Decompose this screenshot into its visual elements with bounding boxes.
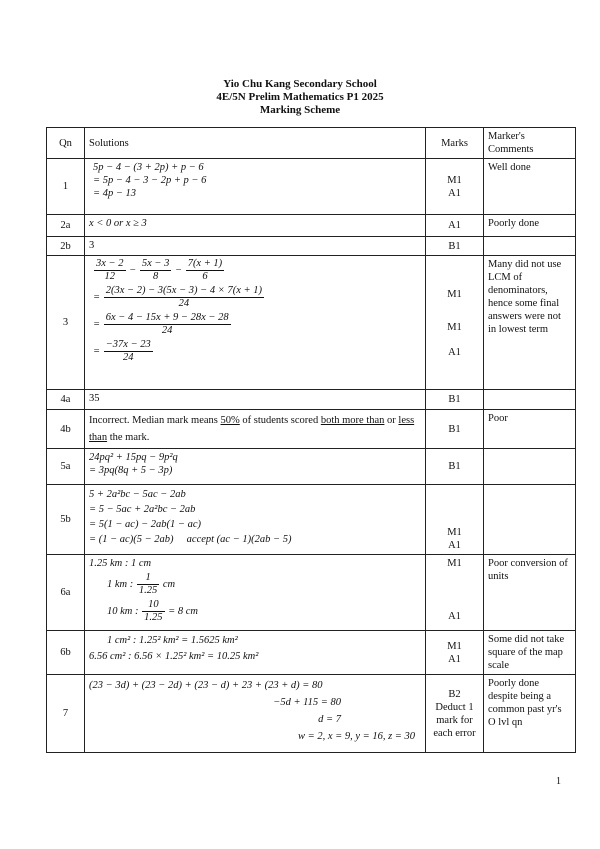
marking-scheme-table [46, 127, 576, 753]
document-title: Marking Scheme [259, 104, 341, 116]
solution-line: = 5 − 5ac + 2a²bc − 2ab [89, 504, 196, 515]
solution-cell: Incorrect. Median mark means 50% of students scored both more than or less than the mark. [85, 410, 426, 449]
fraction: $\frac{7(x + 1)}{6}$ [187, 258, 223, 282]
qn-cell: 2a [47, 215, 85, 237]
solution-line: w = 2, x = 9, y = 16, z = 30 [297, 731, 415, 742]
solution-line: 5p − 4 − (3 + 2p) + p − 6 [93, 162, 204, 173]
mark: M1 [447, 289, 462, 300]
table-row [47, 390, 576, 410]
solution-line: x < 0 or x ≥ 3 [89, 218, 147, 229]
table-row [47, 555, 576, 631]
solution-line: = 5(1 − ac) − 2ab(1 − ac) [89, 519, 202, 530]
fraction: $\frac{2(3x - 2) - 3(5x - 3) - 4 \times 7(x + 1)}{24}$ [105, 285, 262, 309]
marks-cell [426, 485, 484, 555]
table-row [47, 631, 576, 675]
fraction: $\frac{1}{1.25}$ [138, 572, 158, 596]
marks-cell [426, 159, 484, 215]
solution-cell [85, 485, 426, 555]
mark: M1 [447, 322, 462, 333]
marks-cell [426, 449, 484, 485]
accept-note: accept (ac − 1)(2ab − 5) [186, 534, 292, 545]
qn-cell: 5b [47, 485, 85, 555]
qn-cell: 7 [47, 675, 85, 753]
marks-cell [426, 390, 484, 410]
solution-cell [85, 237, 426, 256]
comment-cell [484, 390, 576, 410]
header-solutions: Solutions [85, 128, 426, 159]
qn-cell: 5a [47, 449, 85, 485]
mark-note: Deduct 1 [435, 701, 474, 713]
fraction: $\frac{6x - 4 - 15x + 9 - 28x - 28}{24}$ [105, 312, 229, 336]
solution-line: 6.56 cm² : 6.56 × 1.25² km² = 10.25 km² [89, 651, 259, 662]
marks-cell [426, 256, 484, 390]
solution-cell: $\frac{3x - 2}{12}$ − $\frac{5x - 3}{8}$ − $\frac{7(x + 1)}{6}$ = $\frac{2(3x - 2) - 3(5x - 3) - 4 \times 7(x + 1)}{24}$ = $\frac{6x - 4 - 15x + 9 - 28x - 28}{24}$ = $\frac{-37x - 23}{24}$ [85, 256, 426, 390]
mark: A1 [448, 187, 461, 199]
table-row [47, 410, 576, 449]
comment-cell: Poor conversion of units [484, 555, 576, 631]
marks-cell [426, 237, 484, 256]
mark: A1 [448, 220, 461, 231]
comment-cell: Many did not use LCM of denominators, hence some final answers were not in lowest term [484, 256, 576, 390]
header-comments: Marker's Comments [484, 128, 576, 159]
comment-cell: Some did not take square of the map scale [484, 631, 576, 675]
table-header-row [47, 128, 576, 159]
comment-cell [484, 449, 576, 485]
marks-cell [426, 215, 484, 237]
table-row [47, 256, 576, 390]
table-row [47, 675, 576, 753]
qn-cell: 4b [47, 410, 85, 449]
qn-cell: 1 [47, 159, 85, 215]
mark: M1 [447, 640, 462, 652]
table-row [47, 449, 576, 485]
solution-line: −5d + 115 = 80 [273, 697, 341, 708]
mark: B1 [448, 423, 461, 435]
solution-cell [85, 449, 426, 485]
mark-note: mark for [436, 714, 473, 726]
solution-cell: 1.25 km : 1 cm 1 km : $\frac{1}{1.25}$ cm 10 km : $\frac{10}{1.25}$ = 8 cm [85, 555, 426, 631]
solution-line: 35 [89, 393, 100, 404]
solution-line: 1.25 km : 1 cm [89, 558, 152, 569]
qn-cell: 2b [47, 237, 85, 256]
comment-cell: Poorly done despite being a common past yr's O lvl qn [484, 675, 576, 753]
marks-cell [426, 410, 484, 449]
school-name: Yio Chu Kang Secondary School [223, 78, 377, 90]
header-qn: Qn [47, 128, 85, 159]
exam-title: 4E/5N Prelim Mathematics P1 2025 [216, 91, 384, 103]
solution-line: 5 + 2a²bc − 5ac − 2ab [89, 489, 186, 500]
qn-cell: 4a [47, 390, 85, 410]
solution-cell [85, 675, 426, 753]
table-row [47, 485, 576, 555]
fraction: $\frac{3x - 2}{12}$ [96, 258, 124, 282]
mark: A1 [448, 611, 461, 622]
comment-cell: Poorly done [484, 215, 576, 237]
solution-line: = 5p − 4 − 3 − 2p + p − 6 [93, 175, 207, 186]
comment-cell [484, 485, 576, 555]
solution-cell [85, 390, 426, 410]
solution-cell [85, 159, 426, 215]
solution-line: 1 cm² : 1.25² km² = 1.5625 km² [107, 635, 238, 646]
solution-cell [85, 631, 426, 675]
marks-cell [426, 675, 484, 753]
solution-line: = (1 − ac)(5 − 2ab) accept (ac − 1)(2ab − 5) [89, 534, 292, 545]
marks-cell [426, 555, 484, 631]
solution-line: d = 7 [318, 714, 341, 725]
header-marks: Marks [426, 128, 484, 159]
comment-cell: Poor [484, 410, 576, 449]
comment-cell [484, 237, 576, 256]
table-row [47, 237, 576, 256]
solution-line: 3 [89, 240, 95, 251]
table-row [47, 215, 576, 237]
table-row [47, 159, 576, 215]
mark: A1 [448, 540, 461, 551]
mark: A1 [448, 347, 461, 358]
mark: B1 [448, 461, 461, 472]
solution-line: 24pq² + 15pq − 9p²q [89, 452, 178, 463]
fraction: $\frac{10}{1.25}$ [144, 599, 163, 623]
mark: B2 [448, 688, 461, 700]
marks-cell [426, 631, 484, 675]
fraction: $\frac{-37x - 23}{24}$ [105, 339, 151, 363]
solution-line: = 4p − 13 [93, 188, 137, 199]
solution-cell [85, 215, 426, 237]
solution-line: (23 − 3d) + (23 − 2d) + (23 − d) + 23 + (23 + d) = 80 [89, 680, 323, 691]
page-number: 1 [556, 776, 561, 787]
qn-cell: 6a [47, 555, 85, 631]
mark: M1 [447, 558, 462, 569]
qn-cell: 3 [47, 256, 85, 390]
solution-line: = 3pq(8q + 5 − 3p) [89, 465, 173, 476]
mark: M1 [447, 174, 462, 186]
mark: B1 [448, 240, 461, 252]
mark-note: each error [433, 727, 476, 739]
comment-cell: Well done [484, 159, 576, 215]
mark: B1 [448, 394, 461, 405]
fraction: $\frac{5x - 3}{8}$ [141, 258, 170, 282]
mark: M1 [447, 527, 462, 538]
mark: A1 [448, 653, 461, 665]
qn-cell: 6b [47, 631, 85, 675]
